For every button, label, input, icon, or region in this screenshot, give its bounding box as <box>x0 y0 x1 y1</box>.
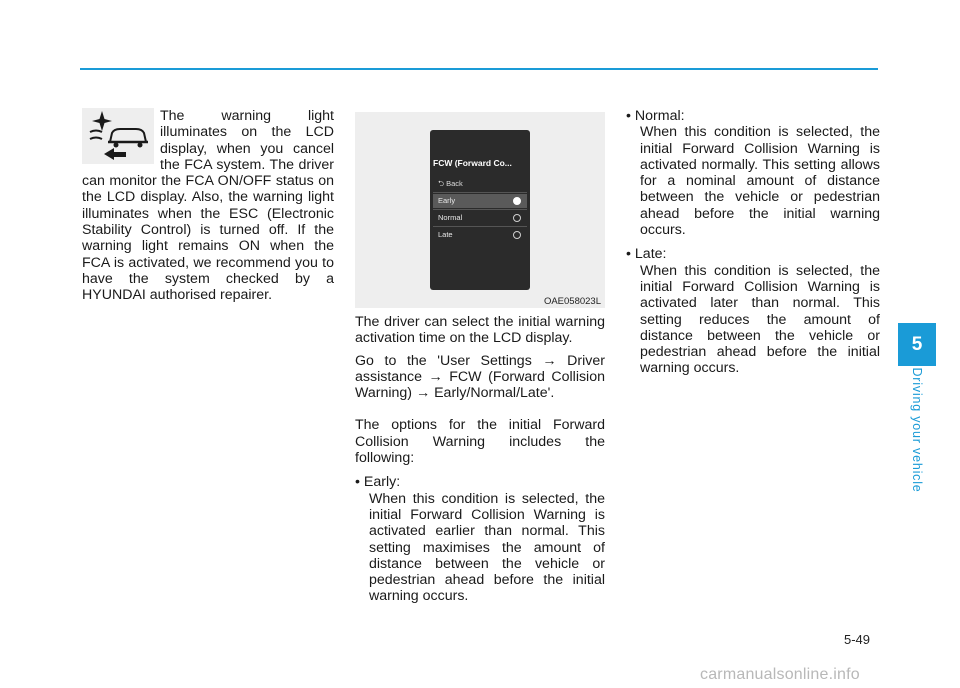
option-early-label: • Early: <box>355 474 401 491</box>
lcd-option-late <box>433 228 527 242</box>
lcd-display-figure <box>355 112 605 308</box>
lcd-menu-title: FCW (Forward Co... <box>433 158 512 168</box>
radio-unselected-icon <box>513 231 521 239</box>
chapter-label: Driving your vehicle <box>910 367 924 493</box>
lcd-divider <box>433 209 527 210</box>
watermark: carmanualsonline.info <box>700 666 860 683</box>
column-3 <box>626 108 880 377</box>
lcd-option-label: Late <box>438 230 453 239</box>
lcd-back-item <box>438 178 463 191</box>
radio-unselected-icon <box>513 214 521 222</box>
figure-code: OAE058023L <box>543 296 601 307</box>
header-rule <box>80 68 878 70</box>
option-normal-text: When this condition is selected, the initial Forward Collision Warning is activated normally. This setting allows for a nominal amount of distance between the vehicle or pedestrian ahead before the initial warning occurs. <box>640 124 880 239</box>
options-intro-paragraph: The options for the initial Forward Collision Warning includes the following: <box>355 417 605 467</box>
column-1 <box>82 108 334 304</box>
lcd-option-label: Early <box>438 196 456 205</box>
option-late-text: When this condition is selected, the initial Forward Collision Warning is activated later than normal. This setting reduces the amount of distance between the vehicle or pedestrian ahead before the initial warning occurs. <box>640 262 880 377</box>
lcd-divider <box>433 192 527 193</box>
column-2 <box>355 314 605 605</box>
chapter-tab: 5 <box>898 323 936 366</box>
menu-path-paragraph: Go to the 'User Settings → Driver assistance → FCW (Forward Collision Warning) → Early/Normal/Late'. <box>355 352 605 402</box>
lcd-option-early <box>433 194 527 208</box>
radio-selected-icon <box>513 197 521 205</box>
page-number: 5-49 <box>844 632 871 647</box>
lcd-screen <box>430 130 530 290</box>
lcd-option-label: Normal <box>438 213 463 222</box>
warning-light-description: The warning light illuminates on the LCD display, when you cancel the FCA system. The driver can monitor the FCA ON/OFF status on the LCD display. Also, the warning light illuminates when the ESC (Electronic Stability Control) is turned off. If the warning light remains ON when the FCA is activated, we recommend you to have the system checked by a HYUNDAI authorised repairer. <box>82 108 334 304</box>
option-late-label: • Late: <box>626 246 667 263</box>
lcd-divider <box>433 226 527 227</box>
lcd-back-label: Back <box>446 179 463 188</box>
intro-paragraph: The driver can select the initial warning activation time on the LCD display. <box>355 314 605 347</box>
lcd-option-normal <box>433 211 527 225</box>
option-normal-label: • Normal: <box>626 108 685 124</box>
option-early-text: When this condition is selected, the initial Forward Collision Warning is activated earlier than normal. This setting maximises the amount of distance between the vehicle or pedestrian ahead before the initial warning occurs. <box>369 490 605 605</box>
fca-warning-icon <box>82 108 154 164</box>
back-arrow-icon: ⮌ <box>438 179 447 188</box>
